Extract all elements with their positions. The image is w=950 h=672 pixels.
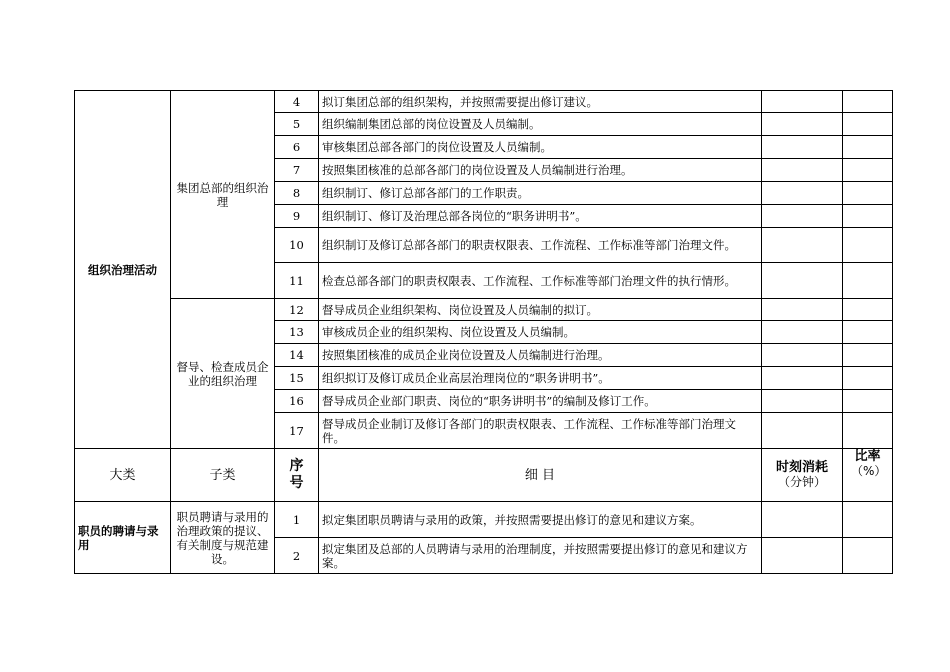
detail-cell: 拟定集团及总部的人员聘请与录用的治理制度，并按照需要提出修订的意见和建议方案。 xyxy=(319,538,762,574)
detail-cell: 审核集团总部各部门的岗位设置及人员编制。 xyxy=(319,136,762,159)
detail-cell: 组织制订、修订及治理总部各岗位的“职务讲明书”。 xyxy=(319,205,762,228)
time-cell xyxy=(762,263,843,299)
detail-cell: 组织制订、修订总部各部门的工作职责。 xyxy=(319,182,762,205)
detail-cell: 审核成员企业的组织架构、岗位设置及人员编制。 xyxy=(319,321,762,344)
ratio-cell xyxy=(843,205,893,228)
ratio-cell xyxy=(843,113,893,136)
category-cell: 职员的聘请与录用 xyxy=(75,502,171,574)
time-cell xyxy=(762,159,843,182)
seq-cell: 8 xyxy=(275,182,319,205)
ratio-cell xyxy=(843,263,893,299)
detail-cell: 组织编制集团总部的岗位设置及人员编制。 xyxy=(319,113,762,136)
subcategory-cell: 职员聘请与录用的治理政策的提议、有关制度与规范建设。 xyxy=(171,502,275,574)
time-cell xyxy=(762,113,843,136)
seq-cell: 4 xyxy=(275,91,319,113)
subcategory-cell: 集团总部的组织治理 xyxy=(171,91,275,299)
header-subcategory-label: 子类 xyxy=(209,467,236,483)
header-subcategory xyxy=(171,449,275,502)
ratio-cell xyxy=(843,228,893,263)
header-detail xyxy=(319,449,762,502)
detail-cell: 按照集团核准的成员企业岗位设置及人员编制进行治理。 xyxy=(319,344,762,367)
seq-cell: 9 xyxy=(275,205,319,228)
seq-cell: 6 xyxy=(275,136,319,159)
header-time-unit: （分钟） xyxy=(777,475,826,489)
ratio-cell xyxy=(843,136,893,159)
responsibility-table xyxy=(74,90,893,574)
time-cell xyxy=(762,367,843,390)
detail-cell: 组织制订及修订总部各部门的职责权限表、工作流程、工作标准等部门治理文件。 xyxy=(319,228,762,263)
ratio-cell xyxy=(843,413,893,449)
table-row xyxy=(75,91,893,113)
detail-cell: 督导成员企业部门职责、岗位的“职务讲明书”的编制及修订工作。 xyxy=(319,390,762,413)
detail-cell: 拟定集团职员聘请与录用的政策，并按照需要提出修订的意见和建议方案。 xyxy=(319,502,762,538)
seq-cell: 14 xyxy=(275,344,319,367)
time-cell xyxy=(762,182,843,205)
seq-cell: 11 xyxy=(275,263,319,299)
time-cell xyxy=(762,502,843,538)
seq-cell: 5 xyxy=(275,113,319,136)
time-cell xyxy=(762,344,843,367)
detail-cell: 督导成员企业组织架构、岗位设置及人员编制的拟订。 xyxy=(319,299,762,321)
ratio-cell xyxy=(843,159,893,182)
time-cell xyxy=(762,136,843,159)
header-ratio xyxy=(843,449,893,502)
header-detail-label: 细 目 xyxy=(524,467,556,483)
time-cell xyxy=(762,390,843,413)
subcategory-cell: 督导、检查成员企业的组织治理 xyxy=(171,299,275,449)
seq-cell: 16 xyxy=(275,390,319,413)
header-time-label: 时刻消耗 xyxy=(775,460,828,475)
time-cell xyxy=(762,228,843,263)
seq-cell: 2 xyxy=(275,538,319,574)
ratio-cell xyxy=(843,390,893,413)
time-cell xyxy=(762,413,843,449)
table-row xyxy=(75,502,893,538)
detail-cell: 组织拟订及修订成员企业高层治理岗位的“职务讲明书”。 xyxy=(319,367,762,390)
header-category xyxy=(75,449,171,502)
seq-cell: 15 xyxy=(275,367,319,390)
header-ratio-unit: （%） xyxy=(851,464,887,478)
seq-cell: 17 xyxy=(275,413,319,449)
ratio-cell xyxy=(843,321,893,344)
header-seq xyxy=(275,449,319,502)
seq-cell: 1 xyxy=(275,502,319,538)
seq-cell: 10 xyxy=(275,228,319,263)
ratio-cell xyxy=(843,367,893,390)
time-cell xyxy=(762,299,843,321)
ratio-cell xyxy=(843,538,893,574)
detail-cell: 督导成员企业制订及修订各部门的职责权限表、工作流程、工作标准等部门治理文件。 xyxy=(319,413,762,449)
seq-cell: 7 xyxy=(275,159,319,182)
header-time xyxy=(762,449,843,502)
header-ratio-label: 比率 xyxy=(854,449,881,464)
ratio-cell xyxy=(843,502,893,538)
header-row xyxy=(75,449,893,502)
seq-cell: 12 xyxy=(275,299,319,321)
detail-cell: 按照集团核准的总部各部门的岗位设置及人员编制进行治理。 xyxy=(319,159,762,182)
category-cell: 组织治理活动 xyxy=(75,91,171,449)
header-category-label: 大类 xyxy=(109,467,136,483)
ratio-cell xyxy=(843,182,893,205)
detail-cell: 拟订集团总部的组织架构，并按照需要提出修订建议。 xyxy=(319,91,762,113)
table-row xyxy=(75,299,893,321)
ratio-cell xyxy=(843,91,893,113)
time-cell xyxy=(762,538,843,574)
seq-cell: 13 xyxy=(275,321,319,344)
header-seq-label: 序号 xyxy=(289,458,304,491)
time-cell xyxy=(762,91,843,113)
ratio-cell xyxy=(843,299,893,321)
detail-cell: 检查总部各部门的职责权限表、工作流程、工作标准等部门治理文件的执行情形。 xyxy=(319,263,762,299)
ratio-cell xyxy=(843,344,893,367)
time-cell xyxy=(762,321,843,344)
time-cell xyxy=(762,205,843,228)
